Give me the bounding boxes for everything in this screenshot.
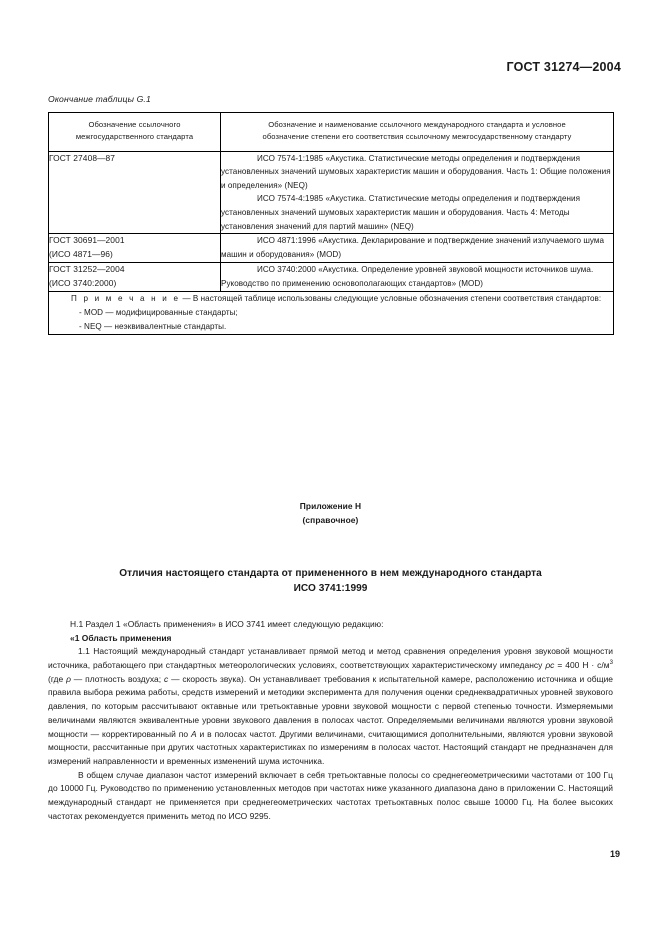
appendix-title-line1: Отличия настоящего стандарта от примененного в нем международного стандарта (119, 568, 542, 579)
table-row (49, 234, 614, 263)
clause-1-1-text-a: 1.1 Настоящий международный стандарт устанавливает прямой метод и метод сравнения определения уровня звуковой мощности источника, работающего при стандартных метеорологических условиях, соответствующих характеристическому импедансу (48, 646, 613, 671)
appendix-kind: (справочное) (302, 514, 359, 525)
table-header-cell-right (221, 113, 614, 152)
gost-designation-iso-ref: (ИСО 3740:2000) (49, 278, 117, 289)
table-cell-gost-designation (49, 234, 221, 263)
gost-designation: ГОСТ 31252—2004 (49, 264, 125, 275)
gost-designation-iso-ref: (ИСО 4871—96) (49, 249, 113, 260)
clause-frequency-range-paragraph: В общем случае диапазон частот измерений включает в себя третьоктавные полосы со среднегеометрическими частотами от 100 Гц до 10000 Гц. Руководство по применению установленных методов при частотах ниже указанного диапазона дано в приложении С. Настоящий международный стандарт не применяется при среднегеометрических частотах третьоктавных полос свыше 10000 Гц. На более высоких частотах рекомендуется применить метод по ИСО 9295. (48, 769, 613, 821)
table-header-left-line1: Обозначение ссылочного (88, 120, 181, 129)
formula-rho-c: ρc (545, 660, 555, 671)
table-header-left-line2: межгосударственного стандарта (75, 132, 194, 142)
table-cell-iso-description (221, 151, 614, 234)
table-cell-iso-description (221, 263, 614, 292)
table-cell-gost-designation (49, 263, 221, 292)
table-note-label: П р и м е ч а н и е (71, 293, 181, 303)
formula-tail: = 400 Н · с/м (554, 660, 610, 671)
table-header-right-line1: Обозначение и наименование ссылочного международного стандарта и условное (268, 120, 566, 129)
table-caption: Окончание таблицы G.1 (48, 94, 151, 104)
page-number: 19 (609, 849, 620, 859)
table-header-row (49, 113, 614, 152)
table-header-cell-left (49, 113, 221, 152)
clause-1-1-text-b: (где (48, 673, 67, 684)
appendix-body (48, 618, 613, 823)
iso-description-paragraph: ИСО 4871:1996 «Акустика. Декларирование и подтверждение значений излучаемого шума машин и оборудования» (MOD) (221, 236, 605, 259)
iso-description-paragraph: ИСО 3740:2000 «Акустика. Определение уровней звуковой мощности источников шума. Руководство по применению основополагающих стандартов» (MOD) (221, 265, 594, 288)
document-standard-reference: ГОСТ 31274—2004 (506, 60, 621, 74)
table-cell-iso-description (221, 234, 614, 263)
gost-designation: ГОСТ 30691—2001 (49, 235, 125, 246)
table-note-lead: — В настоящей таблице использованы следующие условные обозначения степени соответствия стандартов: (180, 293, 602, 303)
iso-description-paragraph: ИСО 7574-4:1985 «Акустика. Статистические методы определения и подтверждения установленных значений шумовых характеристик машин и оборудования. Часть 4: Методы установления значений для партий машин» (NEQ) (221, 194, 581, 231)
table-note-list (49, 306, 613, 334)
clause-1-1-paragraph (48, 645, 613, 768)
table-note-cell (49, 291, 614, 334)
formula-exponent: 3 (609, 659, 613, 667)
formula-a-weighting: А (190, 728, 197, 739)
formula-rho: ρ (66, 673, 71, 684)
appendix-label (0, 500, 661, 527)
clause-1-1-text-e: и в полосах частот. Другими величинами, считающимися дополнительными, являются уровни звуковой мощности, рассчитанные при других частотных характеристиках по измерениям в полосах частот. Настоящий стандарт не предназначен для измерений направленности и временных изменений шума источника. (48, 728, 613, 766)
list-item: - NEQ — неэквивалентные стандарты. (79, 321, 227, 331)
table-row (49, 151, 614, 234)
appendix-intro-paragraph: Н.1 Раздел 1 «Область применения» в ИСО 3741 имеет следующую редакцию: (70, 619, 384, 629)
appendix-subheading: «1 Область применения (70, 632, 172, 643)
table-cell-gost-designation (49, 151, 221, 234)
iso-description-paragraph: ИСО 7574-1:1985 «Акустика. Статистические методы определения и подтверждения установленных значений шумовых характеристик машин и оборудования. Часть 1: Общие положения и определения» (NEQ) (221, 153, 611, 190)
table-note-row (49, 291, 614, 334)
clause-1-1-text-c: — плотность воздуха; (70, 673, 164, 684)
list-item: - MOD — модифицированные стандарты; (79, 307, 238, 317)
formula-c: c (163, 673, 169, 684)
appendix-number: Приложение Н (299, 501, 362, 511)
table-row (49, 263, 614, 292)
gost-designation: ГОСТ 27408—87 (49, 152, 116, 163)
table-header-right-line2: обозначение степени его соответствия ссылочному межгосударственному стандарту (262, 132, 572, 142)
clause-1-1-text-d: — скорость звука). Он устанавливает требования к испытательной камере, расположению источника и общие правила выбора режима работы, средств измерений и методики эксперимента для получения оценки среднеквадратичных уровней звукового давления, по которым рассчитывают октавные или третьоктавные уровни звуковой мощности с первой степенью точности. Измеряемыми величинами являются эквивалентные уровни звукового давления в полосах частот. Определяемыми величинами являются уровни звуковой мощности — корректированный по (48, 673, 614, 739)
appendix-title (48, 566, 613, 596)
table-note-text (49, 292, 613, 306)
appendix-title-line2: ИСО 3741:1999 (293, 583, 368, 595)
reference-standards-table (48, 112, 614, 335)
